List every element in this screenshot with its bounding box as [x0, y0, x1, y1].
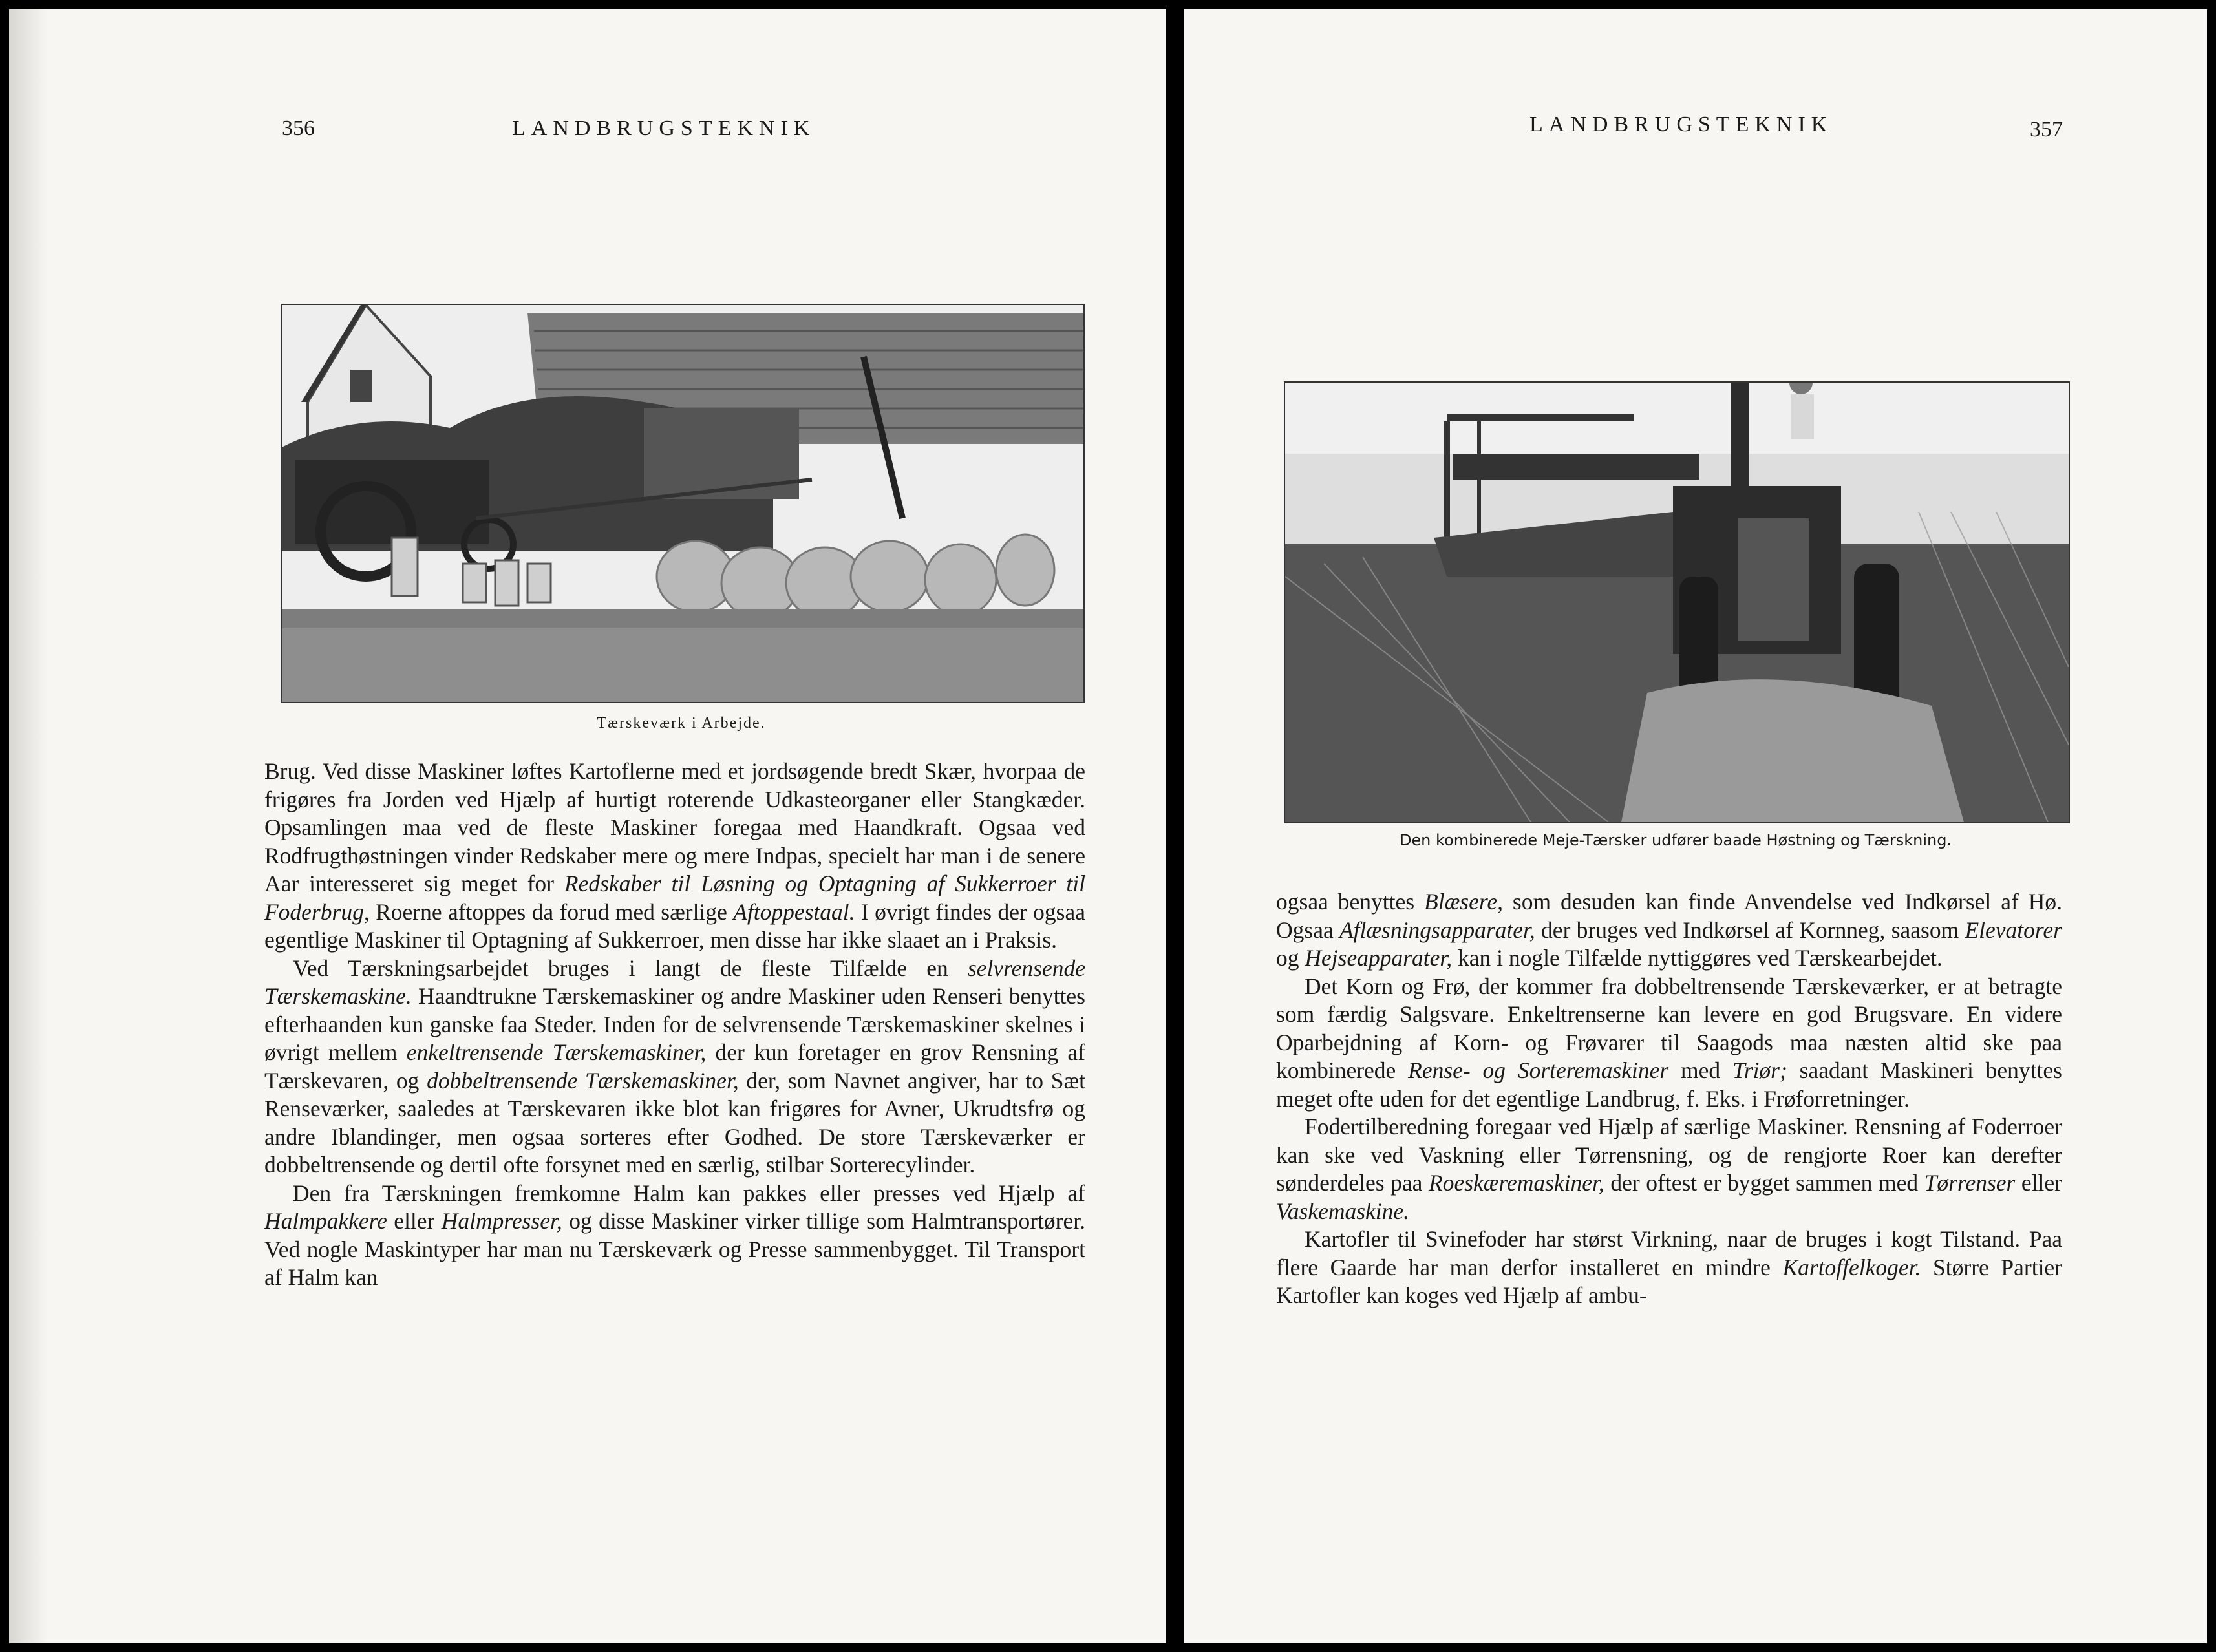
italic-term: Triør;	[1732, 1057, 1787, 1083]
paragraph	[1276, 973, 2062, 1114]
italic-term: enkeltrensende Tærskemaskiner,	[406, 1039, 707, 1065]
text-run: og disse Maskiner virker tillige som Halmtransportører. Ved nogle Maskintyper har man nu Tærskeværk og Presse sammenbygget. Til Transport af Halm kan	[264, 1208, 1085, 1290]
text-run: I øvrigt findes der ogsaa egentlige Maskiner til Optagning af Sukkerroer, men disse har ikke slaaet an i Praksis.	[264, 898, 1085, 953]
italic-term: Kartoffelkoger.	[1782, 1254, 1921, 1280]
italic-term: dobbeltrensende Tærskemaskiner,	[427, 1067, 739, 1094]
text-run: Det Korn og Frø, der kommer fra dobbeltrensende Tærskeværker, er at betragte som færdig Salgsvare. Enkeltrenserne kan levere en god Brugsvare. En videre Oparbejdning af Korn- og Frøvarer til Saagods maa næsten altid ske paa kombinerede	[1276, 973, 2062, 1083]
page-number: 357	[2030, 118, 2063, 142]
text-run: og	[1276, 945, 1305, 971]
italic-term: Aflæsningsapparater,	[1339, 916, 1535, 943]
combine-scene-illustration	[1285, 383, 2069, 822]
italic-term: Hejseapparater,	[1305, 945, 1453, 971]
paragraph	[264, 955, 1085, 1180]
page-number: 356	[282, 116, 315, 140]
text-run: som desuden kan finde Anvendelse ved Indkørsel af Hø. Ogsaa	[1276, 889, 2062, 943]
text-run: med	[1668, 1057, 1732, 1083]
paragraph	[264, 757, 1085, 955]
right-body-text	[1276, 888, 2062, 1310]
paragraph	[1276, 1113, 2062, 1225]
text-run: Fodertilberedning foregaar ved Hjælp af særlige Maskiner. Rensning af Foderroer kan ske ved Vaskning eller Tørrensning, og de rengjorte Roer kan derefter sønderdeles paa	[1276, 1114, 2062, 1196]
italic-term: selvrensende Tærskemaskine.	[264, 955, 1085, 1009]
threshing-scene-illustration	[282, 305, 1083, 702]
italic-term: Redskaber til Løsning og Optagning af Sukkerroer til Foderbrug,	[264, 871, 1085, 925]
paragraph	[264, 1180, 1085, 1292]
running-head: LANDBRUGSTEKNIK	[1529, 112, 1833, 136]
text-run: Den fra Tærskningen fremkomne Halm kan pakkes eller presses ved Hjælp af	[293, 1180, 1085, 1206]
combine-harvester-photo	[1284, 381, 2070, 823]
italic-term: Aftoppestaal.	[733, 898, 855, 925]
text-run: eller	[2015, 1170, 2062, 1196]
text-run: der kun foretager en grov Rensning af Tærskevaren, og	[264, 1039, 1085, 1094]
italic-term: Elevatorer	[1965, 916, 2062, 943]
text-run: Kartofler til Svinefoder har størst Virkning, naar de bruges i kogt Tilstand. Paa flere Gaarde har man derfor installeret en mindre	[1276, 1226, 2062, 1280]
threshing-machine-photo	[281, 304, 1085, 703]
figure-caption: Den kombinerede Meje-Tærsker udfører baade Høstning og Tærskning.	[1399, 831, 1952, 849]
figure-caption: Tærskeværk i Arbejde.	[597, 715, 766, 732]
text-run: Brug. Ved disse Maskiner løftes Kartoflerne med et jordsøgende bredt Skær, hvorpaa de frigøres fra Jorden ved Hjælp af hurtigt roterende Udkasteorganer eller Stangkæder. Opsamlingen maa ved de fleste Maskiner foregaa med Haandkraft. Ogsaa ved Rodfrugthøstningen vinder Redskaber mere og mere Indpas, specielt har man i de senere Aar interesseret sig meget for	[264, 758, 1085, 896]
left-body-text	[264, 757, 1085, 1292]
text-run: Ved Tærskningsarbejdet bruges i langt de fleste Tilfælde en	[293, 955, 968, 981]
text-run: eller	[387, 1208, 442, 1234]
paragraph	[1276, 1225, 2062, 1310]
italic-term: Roeskæremaskiner,	[1429, 1170, 1604, 1196]
text-run: Større Partier Kartofler kan koges ved Hjælp af ambu-	[1276, 1254, 2063, 1308]
text-run: der, som Navnet angiver, har to Sæt Renseværker, saaledes at Tærskevaren ikke blot kan frigøres for Avner, Ukrudtsfrø og andre Iblandinger, men ogsaa sorteres efter Godhed. De store Tærskeværker er dobbeltrensende og dertil ofte forsynet med en særlig, stilbar Sorterecylinder.	[264, 1067, 1085, 1178]
italic-term: Rense- og Sorteremaskiner	[1408, 1057, 1669, 1083]
text-run: Roerne aftoppes da forud med særlige	[369, 898, 734, 925]
italic-term: Halmpresser,	[441, 1208, 562, 1234]
left-page	[9, 9, 1166, 1643]
text-run: der oftest er bygget sammen med	[1604, 1170, 1924, 1196]
italic-term: Halmpakkere	[264, 1208, 387, 1234]
italic-term: Blæsere,	[1424, 889, 1503, 915]
italic-term: Vaskemaskine.	[1276, 1198, 1410, 1224]
right-page	[1184, 9, 2207, 1643]
text-run: Haandtrukne Tærskemaskiner og andre Maskiner uden Renseri benyttes efterhaanden kun ganske faa Steder. Inden for de selvrensende Tærskemaskiner skelnes i øvrigt mellem	[264, 983, 1085, 1065]
text-run: ogsaa benyttes	[1276, 889, 1425, 915]
text-run: saadant Maskineri benyttes meget ofte uden for det egentlige Landbrug, f. Eks. i Frøforretninger.	[1276, 1057, 2062, 1112]
paragraph	[1276, 888, 2062, 973]
italic-term: Tørrenser	[1924, 1170, 2016, 1196]
text-run: der bruges ved Indkørsel af Kornneg, saasom	[1535, 916, 1965, 943]
page-edge-shadow	[9, 9, 48, 1643]
running-head: LANDBRUGSTEKNIK	[512, 116, 816, 140]
text-run: kan i nogle Tilfælde nyttiggøres ved Tærskearbejdet.	[1452, 945, 1943, 971]
